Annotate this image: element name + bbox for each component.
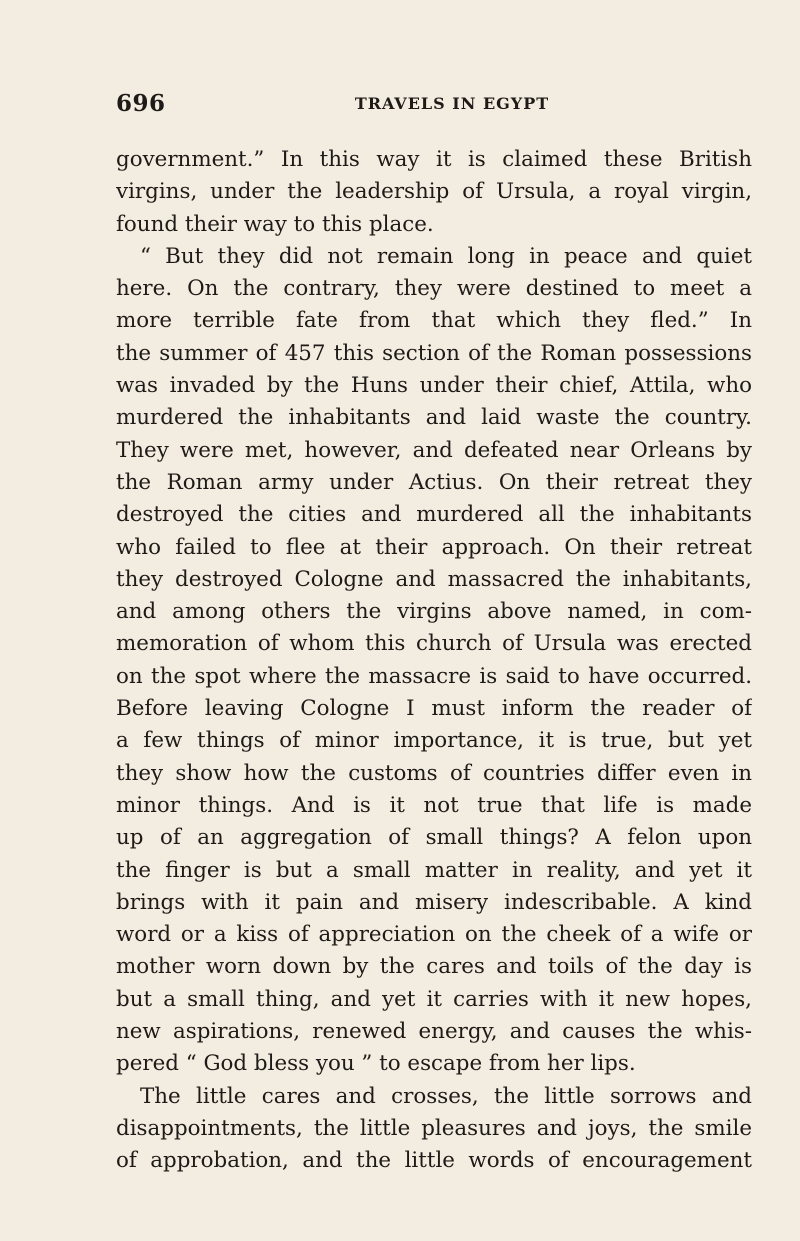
page-number: 696 (116, 90, 166, 117)
text-line: minor things. And is it not true that life is made (116, 792, 752, 818)
text-line: murdered the inhabitants and laid waste the country. (116, 405, 752, 431)
text-line: they show how the customs of countries differ even in (116, 760, 752, 786)
text-line: on the spot where the massacre is said to have occurred. (116, 663, 752, 689)
text-line: “ But they did not remain long in peace and quiet (140, 243, 752, 269)
text-line: more terrible fate from that which they fled.” In (116, 308, 752, 334)
text-line: who failed to flee at their approach. On their retreat (116, 534, 752, 560)
text-line: found their way to this place. (116, 211, 434, 237)
text-line: They were met, however, and defeated near Orleans by (116, 437, 752, 463)
text-line: the summer of 457 this section of the Roman possessions (116, 340, 752, 366)
text-line: the Roman army under Actius. On their retreat they (116, 469, 752, 495)
text-line: virgins, under the leadership of Ursula, a royal virgin, (116, 179, 752, 205)
text-line: pered “ God bless you ” to escape from her lips. (116, 1051, 636, 1077)
text-line: word or a kiss of appreciation on the cheek of a wife or (116, 922, 752, 948)
page-header (116, 90, 748, 130)
text-line: brings with it pain and misery indescribable. A kind (116, 889, 752, 915)
text-line: up of an aggregation of small things? A felon upon (116, 825, 752, 851)
text-line: mother worn down by the cares and toils of the day is (116, 954, 752, 980)
body-text (116, 144, 752, 1178)
text-line: was invaded by the Huns under their chief, Attila, who (116, 373, 752, 399)
text-line: government.” In this way it is claimed these British (116, 147, 752, 172)
text-line: Before leaving Cologne I must inform the reader of (116, 696, 752, 722)
text-line: a few things of minor importance, it is true, but yet (116, 728, 752, 754)
text-line: new aspirations, renewed energy, and causes the whis- (116, 1019, 752, 1045)
text-line: they destroyed Cologne and massacred the inhabitants, (116, 566, 752, 592)
text-line: the finger is but a small matter in reality, and yet it (116, 857, 752, 883)
text-line: disappointments, the little pleasures and joys, the smile (116, 1115, 752, 1141)
text-line: and among others the virgins above named, in com- (116, 599, 752, 625)
running-title: TRAVELS IN EGYPT (354, 94, 550, 113)
text-line: The little cares and crosses, the little sorrows and (140, 1083, 752, 1109)
text-line: destroyed the cities and murdered all the inhabitants (116, 502, 752, 528)
text-line: but a small thing, and yet it carries with it new hopes, (116, 986, 752, 1012)
text-line: of approbation, and the little words of encouragement (116, 1148, 752, 1174)
text-line: here. On the contrary, they were destined to meet a (116, 276, 752, 302)
text-line: memoration of whom this church of Ursula was erected (116, 631, 752, 657)
